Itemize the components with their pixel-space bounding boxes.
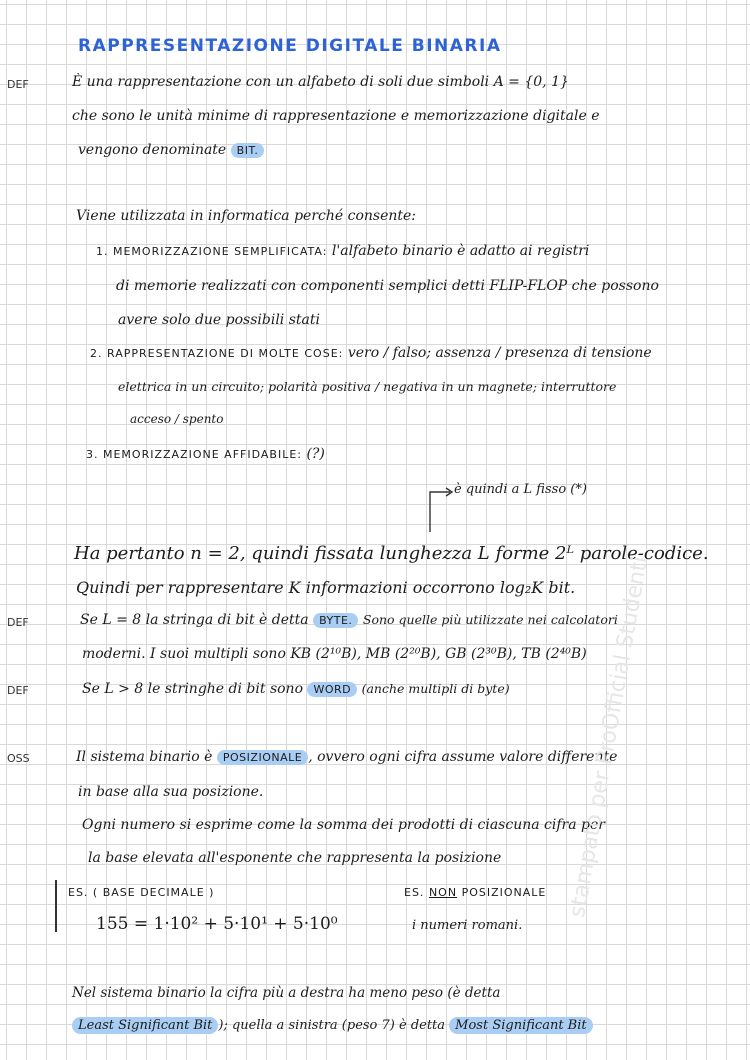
list-item-line: elettrica in un circuito; polarità positiva / negativa in un magnete; interruttore <box>118 379 617 394</box>
posizionale-highlight: POSIZIONALE <box>217 750 308 765</box>
list-item-label: 2. RAPPRESENTAZIONE DI MOLTE COSE: <box>90 347 344 360</box>
definition-line <box>78 142 264 158</box>
example-label <box>404 886 546 899</box>
lsb-highlight: Least Significant Bit <box>72 1017 218 1034</box>
def-margin-tag: DEF <box>7 684 29 697</box>
watermark: stampato per ProOfficial Studenti <box>565 554 654 920</box>
byte-highlight: BYTE. <box>313 613 358 628</box>
oss-line <box>76 749 617 765</box>
example-label-text: ES. <box>404 886 425 899</box>
oss-line: Ogni numero si esprime come la somma dei prodotti di ciascuna cifra per <box>82 817 605 833</box>
word-definition-text: (anche multipli di byte) <box>361 681 510 696</box>
uses-intro: Viene utilizzata in informatica perché consente: <box>76 208 417 224</box>
word-definition <box>82 681 510 697</box>
list-item-label: 3. MEMORIZZAZIONE AFFIDABILE: <box>86 448 302 461</box>
significance-line <box>72 1018 593 1033</box>
example-text: i numeri romani. <box>412 918 523 933</box>
definition-line: che sono le unità minime di rappresentazione e memorizzazione digitale e <box>72 108 600 124</box>
page-title: RAPPRESENTAZIONE DIGITALE BINARIA <box>78 36 502 56</box>
word-highlight: WORD <box>307 682 357 697</box>
definition-line: È una rappresentazione con un alfabeto di soli due simboli A = {0, 1} <box>72 74 569 90</box>
byte-definition <box>80 612 618 628</box>
list-item-text: l'alfabeto binario è adatto ai registri <box>331 243 590 259</box>
significance-text: ); quella a sinistra (peso 7) è detta <box>218 1018 446 1033</box>
oss-margin-tag: OSS <box>7 752 30 765</box>
byte-definition-text: Se L = 8 la stringa di bit è detta <box>80 612 309 628</box>
word-definition-text: Se L > 8 le stringhe di bit sono <box>82 681 303 697</box>
length-line: Quindi per rappresentare K informazioni occorrono log₂K bit. <box>76 578 576 597</box>
example-label-text: NON <box>428 886 458 899</box>
arrow-note: è quindi a L fisso (*) <box>454 482 587 497</box>
example-label-text: POSIZIONALE <box>461 886 547 899</box>
oss-line: la base elevata all'esponente che rappresenta la posizione <box>88 850 502 866</box>
definition-text: vengono denominate <box>78 142 227 158</box>
example-label: ES. ( BASE DECIMALE ) <box>68 886 215 899</box>
list-item-line: avere solo due possibili stati <box>118 312 320 328</box>
oss-text: , ovvero ogni cifra assume valore differente <box>308 749 618 765</box>
byte-definition-text: Sono quelle più utilizzate nei calcolatori <box>362 612 618 627</box>
example-divider <box>55 880 57 932</box>
significance-line: Nel sistema binario la cifra più a destra ha meno peso (è detta <box>72 985 501 1001</box>
bit-highlight: BIT. <box>231 143 265 158</box>
length-line: Ha pertanto n = 2, quindi fissata lunghezza L forme 2ᴸ parole-codice. <box>74 543 709 564</box>
list-item <box>86 446 325 462</box>
msb-highlight: Most Significant Bit <box>449 1017 592 1034</box>
list-item-line: acceso / spento <box>130 412 224 426</box>
list-item-text: vero / falso; assenza / presenza di tensione <box>347 345 652 361</box>
list-item <box>90 345 652 361</box>
def-margin-tag: DEF <box>7 616 29 629</box>
def-margin-tag: DEF <box>7 78 29 91</box>
byte-multiples: moderni. I suoi multipli sono KB (2¹⁰B), MB (2²⁰B), GB (2³⁰B), TB (2⁴⁰B) <box>82 646 587 662</box>
list-item-text: (?) <box>306 446 325 462</box>
list-item-line: di memorie realizzati con componenti semplici detti FLIP-FLOP che possono <box>116 278 659 294</box>
oss-line: in base alla sua posizione. <box>78 784 264 800</box>
example-formula: 155 = 1·10² + 5·10¹ + 5·10⁰ <box>96 914 338 934</box>
list-item <box>96 243 589 259</box>
list-item-label: 1. MEMORIZZAZIONE SEMPLIFICATA: <box>96 245 328 258</box>
oss-text: Il sistema binario è <box>76 749 213 765</box>
